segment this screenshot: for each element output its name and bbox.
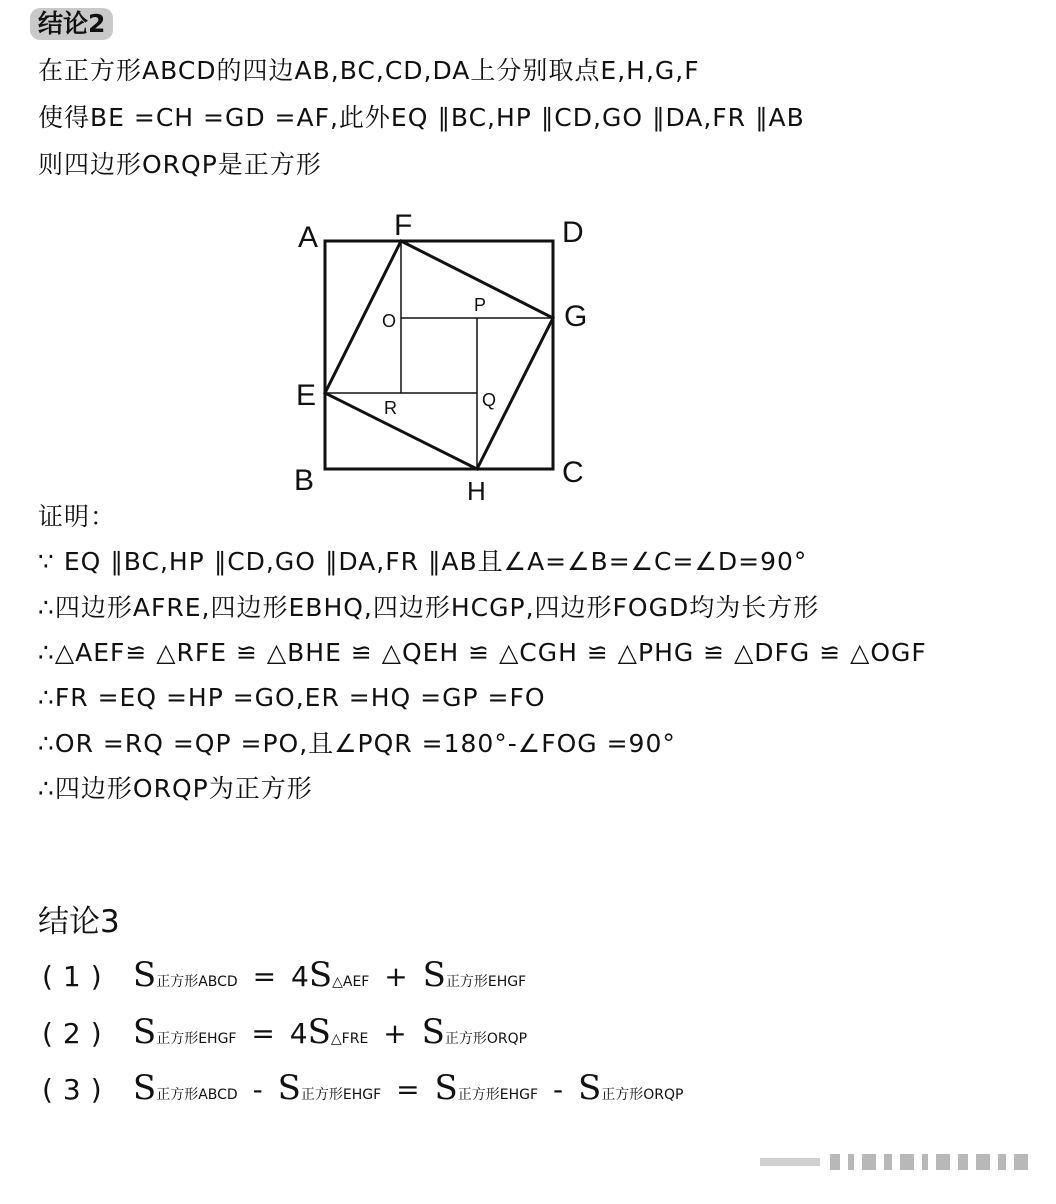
area-subscript: 正方形ABCD — [156, 974, 238, 990]
statement-line-1: 在正方形ABCD的四边AB,BC,CD,DA上分别取点E,H,G,F — [38, 56, 700, 85]
proof-heading: 证明： — [38, 502, 117, 531]
area-subscript: 正方形ORQP — [444, 1031, 528, 1047]
area-subscript: △AEF — [332, 974, 370, 990]
formula-number: (2) — [42, 1017, 112, 1050]
conclusion3-title: 结论3 — [38, 904, 120, 940]
label-C: C — [562, 456, 584, 489]
proof-line-2: ∴四边形AFRE,四边形EBHQ,四边形HCGP,四边形FOGD均为长方形 — [38, 593, 820, 622]
area-subscript: 正方形ABCD — [156, 1087, 238, 1103]
formula-operator: = — [251, 1017, 275, 1050]
square-EHGF — [325, 241, 553, 469]
label-Q: Q — [482, 390, 497, 410]
formula-operator: = — [396, 1073, 420, 1106]
formula-2: (2) S正方形EHGF = 4S△FRE + S正方形ORQP — [42, 1012, 528, 1052]
area-subscript: 正方形EHGF — [445, 974, 527, 990]
label-D: D — [562, 216, 584, 249]
label-E: E — [296, 379, 317, 412]
formula-1: (1) S正方形ABCD = 4S△AEF + S正方形EHGF — [42, 955, 527, 995]
label-R: R — [384, 398, 397, 418]
proof-line-6: ∴四边形ORQP为正方形 — [38, 774, 313, 803]
formula-number: (3) — [42, 1073, 112, 1106]
formula-operator: - — [552, 1073, 564, 1106]
formula-operator: - — [252, 1073, 263, 1106]
area-subscript: 正方形EHGF — [300, 1087, 382, 1103]
formula-coefficient: 4 — [290, 960, 309, 993]
label-F: F — [394, 209, 413, 242]
label-B: B — [294, 464, 315, 497]
label-H: H — [467, 476, 486, 506]
area-subscript: 正方形EHGF — [156, 1031, 237, 1047]
watermark-logo — [760, 1152, 1030, 1172]
area-subscript: 正方形EHGF — [457, 1087, 539, 1103]
formula-operator: + — [383, 1017, 407, 1050]
label-G: G — [564, 300, 588, 333]
formula-number: (1) — [42, 960, 112, 993]
formula-operator: = — [252, 960, 277, 993]
proof-line-4: ∴FR =EQ =HP =GO,ER =HQ =GP =FO — [38, 683, 546, 712]
proof-line-3: ∴△AEF≌ △RFE ≌ △BHE ≌ △QEH ≌ △CGH ≌ △PHG ≌ △DFG ≌ △OGF — [38, 638, 927, 667]
statement-line-2: 使得BE =CH =GD =AF,此外EQ ∥BC,HP ∥CD,GO ∥DA,FR ∥AB — [38, 103, 805, 132]
area-subscript: △FRE — [330, 1031, 369, 1047]
proof-line-5: ∴OR =RQ =QP =PO,且∠PQR =180°-∠FOG =90° — [38, 729, 676, 758]
formula-coefficient: 4 — [289, 1017, 308, 1050]
conclusion2-title: 结论2 — [30, 8, 113, 40]
label-A: A — [298, 221, 319, 254]
label-O: O — [382, 311, 397, 331]
formula-3: (3) S正方形ABCD - S正方形EHGF = S正方形EHGF - S正方形ORQP — [42, 1068, 684, 1108]
square-diagram — [280, 200, 620, 510]
square-ABCD — [325, 241, 553, 469]
label-P: P — [474, 295, 487, 315]
formula-operator: + — [384, 960, 408, 993]
proof-line-1: ∵ EQ ∥BC,HP ∥CD,GO ∥DA,FR ∥AB且∠A=∠B=∠C=∠D=90° — [38, 547, 808, 576]
area-subscript: 正方形ORQP — [601, 1087, 684, 1103]
statement-line-3: 则四边形ORQP是正方形 — [38, 150, 322, 179]
